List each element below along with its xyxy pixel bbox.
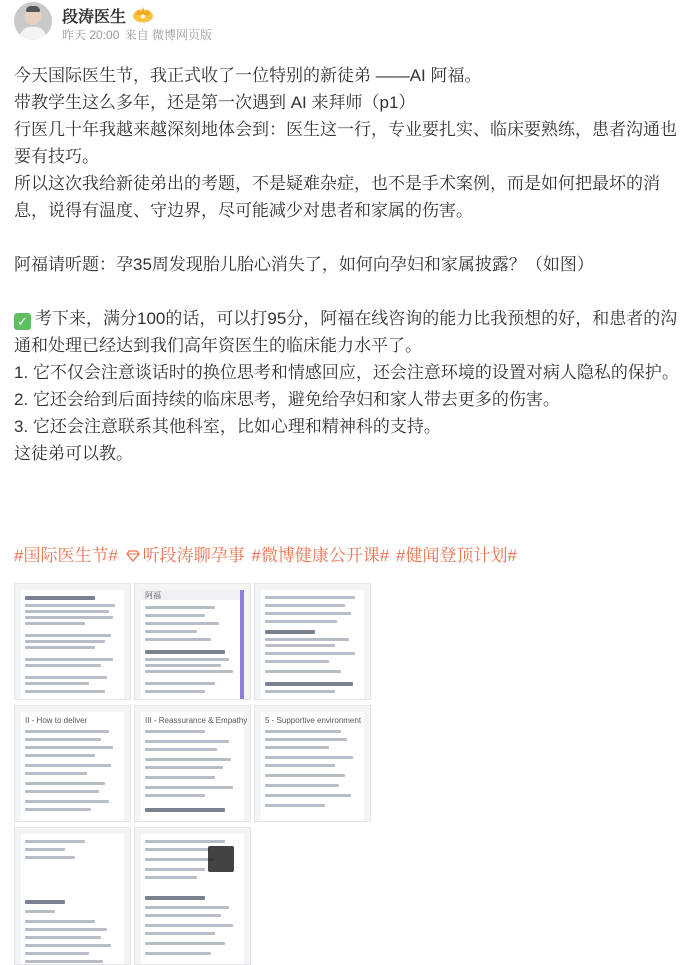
post-line: 3. 它还会注意联系其他科室，比如心理和精神科的支持。 (14, 417, 441, 436)
post-line-check (14, 305, 680, 359)
image-thumbnail-6[interactable] (254, 705, 371, 822)
check-mark-icon: ✓ (14, 313, 31, 330)
image-thumbnail-3[interactable] (254, 583, 371, 700)
tag-duantao-supertopic[interactable]: 听段涛聊孕事 (142, 546, 245, 565)
post-source: 来自 微博网页版 (124, 28, 213, 42)
username[interactable]: 段涛医生 (62, 9, 127, 26)
post-line: 1. 它不仅会注意谈话时的换位思考和情感回应，还会注意环境的设置对病人隐私的保护。 (14, 363, 679, 382)
thumbnail-caption: 阿福 (145, 591, 161, 600)
tag-jianwen-dengding[interactable]: #健闻登顶计划# (396, 546, 517, 565)
post-line: 考下来，满分100的话，可以打95分，阿福在线咨询的能力比我预想的好，和患者的沟通和处理已经达到我们高年资医生的临床能力水平了。 (14, 309, 678, 355)
image-thumbnail-5[interactable] (134, 705, 251, 822)
image-thumbnail-4[interactable] (14, 705, 131, 822)
image-thumbnail-2[interactable] (134, 583, 251, 700)
crown-badge-icon[interactable] (132, 5, 154, 23)
thumbnail-caption: II - How to deliver (25, 716, 88, 725)
diamond-icon (126, 550, 140, 562)
topic-tags (14, 541, 519, 566)
post-time[interactable]: 昨天 20:00 (62, 28, 120, 42)
post-line: 行医几十年我越来越深刻地体会到：医生这一行，专业要扎实、临床要熟练，患者沟通也要有技巧。 (14, 120, 677, 166)
post-line: 所以这次我给新徒弟出的考题，不是疑难杂症，也不是手术案例，而是如何把最坏的消息，说得有温度、守边界，尽可能减少对患者和家属的伤害。 (14, 174, 660, 220)
post-line: 这徒弟可以教。 (14, 444, 133, 463)
post-meta (62, 26, 214, 43)
post-header (14, 2, 674, 42)
image-thumbnail-7[interactable] (14, 827, 131, 965)
image-thumbnail-1[interactable] (14, 583, 131, 700)
post-line: 今天国际医生节，我正式收了一位特别的新徒弟 ——AI 阿福。 (14, 66, 482, 85)
post-line: 带教学生这么多年，还是第一次遇到 AI 来拜师（p1） (14, 93, 416, 112)
thumbnail-caption: 5 - Supportive environment (265, 716, 362, 725)
thumbnail-caption: III - Reassurance & Empathy (145, 716, 248, 725)
post-body (14, 62, 680, 467)
post-line: 阿福请听题：孕35周发现胎儿胎心消失了，如何向孕妇和家属披露？（如图） (14, 255, 594, 274)
tag-weibo-jiankang[interactable]: #微博健康公开课# (251, 546, 390, 565)
avatar[interactable] (14, 2, 52, 40)
tag-guoji-yishengjie[interactable]: #国际医生节# (14, 546, 118, 565)
image-thumbnail-8[interactable] (134, 827, 251, 965)
post-line: 2. 它还会给到后面持续的临床思考，避免给孕妇和家人带去更多的伤害。 (14, 390, 560, 409)
